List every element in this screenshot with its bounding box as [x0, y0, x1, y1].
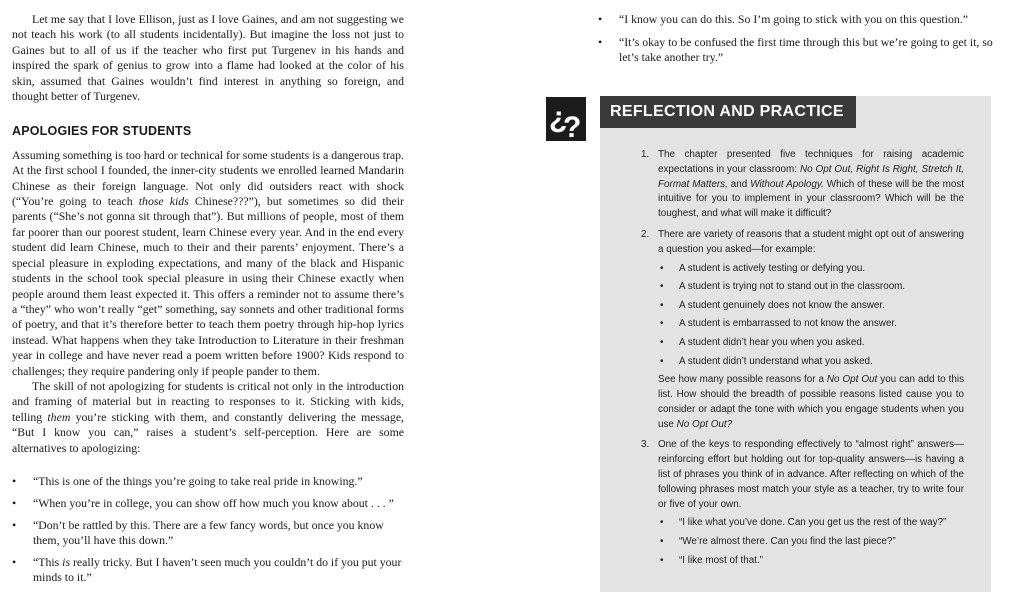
list-item: • “This is really tricky. But I haven’t seen much you couldn’t do if you put your minds to it.” [12, 555, 404, 585]
reflection-question-icon [546, 97, 586, 141]
question-followup: See how many possible reasons for a No Opt Out you can add to this list. How should the breadth of possible reasons listed cause you to consider or adapt the tone with which you engage students when you use No Opt Out? [658, 374, 965, 430]
list-item: • A student is actively testing or defying you. [658, 262, 964, 277]
question-number: 3. [641, 439, 650, 451]
list-item: • “I like what you’ve done. Can you get us the rest of the way?” [658, 516, 964, 531]
list-item: • A student didn’t hear you when you asked. [658, 336, 964, 351]
left-column [12, 12, 404, 592]
panel-body [622, 148, 964, 574]
list-item: • “Don’t be rattled by this. There are a few fancy words, but once you know them, you’ll have this down.” [12, 518, 404, 548]
list-item: • “I like most of that.” [658, 554, 964, 569]
body-paragraph: The skill of not apologizing for students is critical not only in the introduction and framing of material but in reacting to responses to it. Sticking with kids, telling them you’re sticking with them, and constantly delivering the message, “But I know you can,” raises a student’s self-perception. Here are some alternatives to apologizing: [12, 378, 404, 455]
reflection-panel [600, 96, 991, 592]
list-item: • A student genuinely does not know the answer. [658, 299, 964, 314]
list-item: • “We’re almost there. Can you find the last piece?” [658, 535, 964, 550]
list-item: • A student is trying not to stand out in the classroom. [658, 280, 964, 295]
svg-text:?: ? [563, 111, 582, 141]
phrases-list [658, 516, 964, 568]
question-number: 2. [641, 228, 650, 240]
svg-text:¿: ¿ [549, 101, 568, 134]
body-paragraph: Let me say that I love Ellison, just as I love Gaines, and am not suggesting we not teach his work (to all students incidentally). But imagine the loss not just to Gaines but to all of us if the teacher who first put Turgenev in his hands and inspired the spark of genius to grow into a flame had looked at the color of his skin, assumed that Gaines wouldn’t find interest in anything so foreign, and thought better of Turgenev. [12, 12, 404, 104]
list-item: • “When you’re in college, you can show off how much you know about . . . ” [12, 496, 404, 511]
apology-alternatives-list [12, 474, 404, 585]
list-item: • A student didn’t understand what you asked. [658, 355, 964, 370]
question-3: 3. One of the keys to responding effectively to “almost right” answers—reinforcing effort but holding out for top-quality answers—is having a list of phrases you think of in advance. After reflecting on which of the following phrases most match your style as a teacher, try to write four or five of your own. • “I like what you’ve done. Can you get us the rest of the way?” • “We’re almost there. Can you find the last piece?” • “I like most of that.” [622, 438, 964, 568]
section-heading: APOLOGIES FOR STUDENTS [12, 124, 192, 139]
panel-title: REFLECTION AND PRACTICE [600, 96, 856, 128]
reasons-list [658, 262, 964, 370]
question-1: 1. The chapter presented five techniques for raising academic expectations in your classroom: No Opt Out, Right Is Right, Stretch It, Format Matters, and Without Apology. Which of these will be the most intuitive for you to implement in your classroom? Which will be the toughest, and what will make it difficult? [641, 149, 965, 220]
question-2: 2. There are variety of reasons that a student might opt out of answering a question you asked—for example: • A student is actively testing or defying you. • A student is trying not to stand out in the classroom. • A student genuinely does not know the answer. • A student is embarrassed to not know the answer. • A student didn’t hear you when you asked. • A student didn’t understand what you asked. See how many possible reasons for a No Opt Out you can add to this list. How should the breadth of possible reasons listed cause you to consider or adapt the tone with which you engage students when you use No Opt Out? [622, 228, 964, 432]
question-number: 1. [641, 149, 650, 160]
list-item: • “I know you can do this. So I’m going to stick with you on this question.” [598, 12, 994, 27]
right-top-bullets [598, 12, 994, 73]
list-item: • “This is one of the things you’re going to take real pride in knowing.” [12, 474, 404, 489]
body-paragraph: Assuming something is too hard or technical for some students is a dangerous trap. At the first school I founded, the inner-city students we enrolled learned Mandarin Chinese as their foreign language. Not only did outsiders react with shock (“You’re going to teach those kids Chinese???”), but sometimes so did their parents (“She’s not gonna sit through that”). But millions of people, most of them far poorer than our poorest student, learn Chinese every year. And in the end every student did learn Chinese, much to their and their parents’ enjoyment. There’s a special pleasure in exploding expectations, and many of the black and Hispanic students in the school took special pleasure in using their Chinese exactly when people around them least expected it. This offers a reminder not to assume there’s a “they” who won’t really “get” something, say sonnets and other traditional forms of poetry, and that it’s therefore better to teach them poetry through hip-hop lyrics instead. What happens when they take Introduction to Literature in their freshman year in college and have never read a poem written before 1900? Kids respond to challenges; they require pandering only if people pander to them. [12, 147, 404, 378]
list-item: • “It’s okay to be confused the first time through this but we’re going to get it, so let’s take another try.” [598, 35, 994, 65]
list-item: • A student is embarrassed to not know the answer. [658, 317, 964, 332]
